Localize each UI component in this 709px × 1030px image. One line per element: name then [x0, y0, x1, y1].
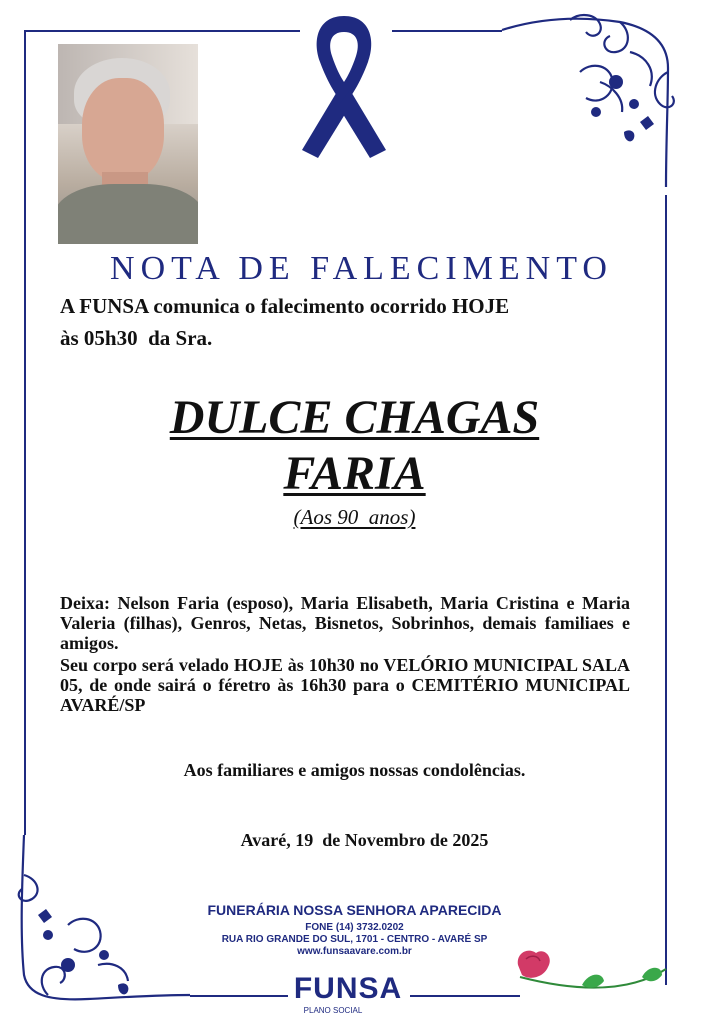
deceased-name-line-1: DULCE CHAGAS: [169, 391, 540, 444]
company-address: RUA RIO GRANDE DO SUL, 1701 - CENTRO - AVARÉ SP: [221, 934, 488, 945]
person-photo: [58, 44, 198, 244]
date-line: Avaré, 19 de Novembro de 2025: [240, 830, 489, 850]
deceased-age: (Aos 90 anos): [293, 505, 416, 529]
page-title: NOTA DE FALECIMENTO: [110, 250, 613, 287]
frame-bottom-left: [190, 995, 288, 997]
frame-top-right: [392, 30, 502, 32]
intro-line-2: às 05h30 da Sra.: [60, 326, 213, 350]
floral-corner-ornament: [500, 12, 680, 197]
intro-line-1: A FUNSA comunica o falecimento ocorrido HOJE: [60, 294, 510, 318]
survivors-text: Deixa: Nelson Faria (esposo), Maria Elisabeth, Maria Cristina e Maria Valeria (filhas), Genros, Netas, Bisnetos, Sobrinhos, demais familiaes e amigos.: [60, 593, 630, 653]
frame-top-left: [24, 30, 300, 32]
details-text: [60, 593, 630, 715]
awareness-ribbon-icon: [298, 10, 390, 162]
ceremony-text: Seu corpo será velado HOJE às 10h30 no VELÓRIO MUNICIPAL SALA 05, de onde sairá o féretro às 16h30 para o CEMITÉRIO MUNICIPAL AVARÉ/SP: [60, 655, 630, 715]
company-name: FUNERÁRIA NOSSA SENHORA APARECIDA: [207, 902, 502, 918]
company-website: www.funsaavare.com.br: [297, 946, 412, 957]
deceased-name-line-2: FARIA: [283, 447, 426, 500]
condolences-text: Aos familiares e amigos nossas condolências.: [183, 760, 526, 780]
intro-text: [60, 290, 640, 354]
frame-right: [665, 195, 667, 985]
logo-subtitle: PLANO SOCIAL: [303, 1006, 363, 1015]
logo-text: FUNSA: [293, 972, 403, 1005]
frame-bottom-right: [410, 995, 520, 997]
company-phone: FONE (14) 3732.0202: [305, 922, 404, 933]
funsa-logo: [288, 972, 408, 1020]
